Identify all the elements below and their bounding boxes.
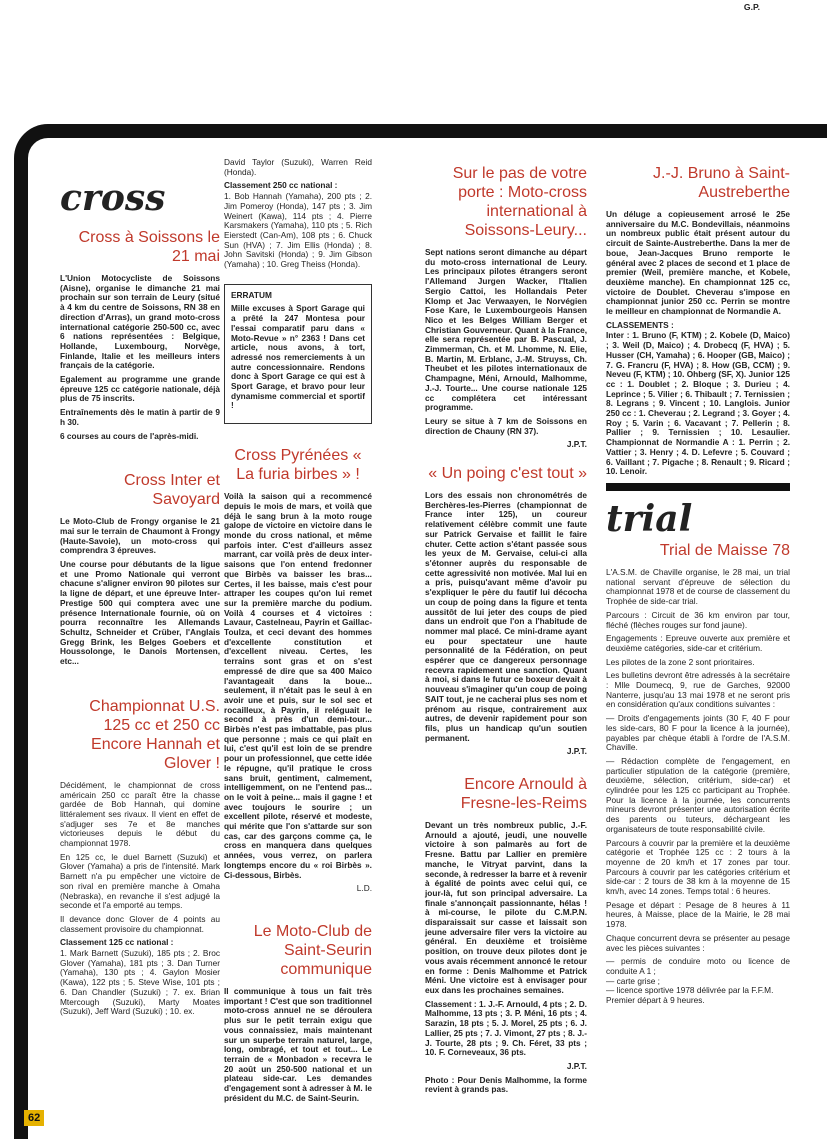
page-number: 62 xyxy=(24,1110,44,1126)
paragraph: Entraînements dès le matin à partir de 9 h 30. xyxy=(60,407,220,427)
article-title-sur-le-pas: Sur le pas de votre porte : Moto-cross international à Soissons-Leury... xyxy=(452,165,587,239)
section-divider-band xyxy=(606,483,790,491)
paragraph: Classement : 1. J.-F. Arnould, 4 pts ; 2. D. Malhomme, 13 pts ; 3. P. Méni, 16 pts ; 4. Sarazin, 18 pts ; 5. J. Morel, 25 pts ; 6. J. Lallier, 25 pts ; 7. J. Vimont, 27 pts ; 8. J.-J. Tourte, 28 pts ; 9. Ch. Féret, 33 pts ; 10. F. Corneveaux, 36 pts. xyxy=(425,998,587,1058)
paragraph: Un déluge a copieusement arrosé le 25e anniversaire du M.C. Bondevillais, néanmoins un nombreux public était présent autour du circuit de Sainte-Austreberthe. Dans la mer de boue, Jean-Jacques Bruno remporte le général avec 2 places de second et 1 place de premier (Weil, première manche, et Kobele, deuxième manche). En championnat 125 cc, victoire de Doublet. Cheverau s'impose en championnat junior 250 cc. Perrin se montre le meilleur en championnat de Normandie A. xyxy=(606,209,790,317)
paragraph: — carte grise ; xyxy=(606,975,660,986)
article-title-championnat-us: Championnat U.S. 125 cc et 250 cc Encore Hannah et Glover ! xyxy=(89,697,220,772)
paragraph: Voilà la saison qui a recommencé depuis le mois de mars, et voilà que déjà le sang brun à la moto rouge galope de victoire en victoire dans le monde du cross national, et même parfois inter. C'est d'ailleurs assez marrant, car voilà près de deux inter-saisons que l'on entend fredonner que Birbès va baisser les bras... Certes, il les baisse, mais c'est pour attraper les coupes qu'on lui remet sur la première marche du podium. Voilà 4 courses et 4 victoires : Lavaur, Castelneau, Payrin et Gaillac-Toulza, et ceci devant des hommes d'excellente constitution et d'excellent niveau. Certes, les terrains sont gras et on s'est empressé de dire que sa 400 Maico l'avantageait dans la boue... seulement, il n'était pas le seul à en avoir une et puis, sur le sol sec et rocailleux, à Payrin, il reléguait le second à près d'un demi-tour... Birbès n'est pas imbattable, pas plus que personne ; mais ce qui plaît en lui, c'est qu'il est loin de se prendre pour un professionnel, que cette idée le répugne, qu'il pratique le cross sans bruit, gentiment, calmement, intelligemment, on ne l'entend pas... on le voit à peine... mais il gagne ! et avec toujours le sourire ; un excellent pilote, réservé et modeste, qui mérite que l'on s'attarde sur son cas, car des garçons comme ça, le cross en manquera dans quelques années, vous verrez, on parlera longtemps encore du « roi Birbès ». Ci-dessous, Birbès. xyxy=(224,491,372,880)
paragraph: Les bulletins devront être adressés à la secrétaire : Mlle Doumecq, 9, rue de Garches, 92000 Nanterre, jusqu'au 13 mai 1978 et ne seront pris en considération qu'aux conditions suivantes : xyxy=(606,670,790,710)
paragraph: Une course pour débutants de la ligue et une Promo Nationale qui verront chacune s'aligner environ 90 pilotes sur la ligne de départ, et une épreuve Inter-Prestige 500 qui comptera avec une présence Internationale fournie, où on pourra reconnaître les Allemands Schultz, Schneider et Crüber, l'Anglais Gregg Brink, les Belges Goebers et Houssolonge, le Danois Mortensen, etc... xyxy=(60,559,220,667)
photo-caption: Photo : Pour Denis Malhomme, la forme revient à grands pas. xyxy=(425,1074,587,1095)
signature: J.P.T. xyxy=(566,1060,587,1071)
erratum-text: Mille excuses à Sport Garage qui a prêté la 247 Montesa pour l'essai comparatif paru dans « Moto-Revue » n° 2363 ! Dans cet article, nous avons, à tort, adressé nos remerciements à un autre concessionnaire. Rendons donc à Sport Garage ce qui est à Sport Garage, et bravo pour leur dynamisme commercial et sportif ! xyxy=(231,303,365,411)
paragraph: Premier départ à 9 heures. xyxy=(606,995,705,1006)
article-title-cross-soissons: Cross à Soissons le 21 mai xyxy=(78,229,220,265)
section-cross: cross xyxy=(60,177,166,219)
paragraph: Engagements : Epreuve ouverte aux première et deuxième catégories, side-car et critérium. xyxy=(606,633,790,653)
column-1 xyxy=(60,158,220,1021)
column-4 xyxy=(606,158,790,1010)
ranking-list: 1. Bob Hannah (Yamaha), 200 pts ; 2. Jim Pomeroy (Honda), 147 pts ; 3. Jim Weinert (Kawa), 114 pts ; 4. Pierre Karsmakers (Yamaha), 110 pts ; 5. Rich Eierstedt (Can-Am), 108 pts ; 6. Chuck Sun (HVA) ; 7. Jim Ellis (Honda) ; 8. John Savitski (Honda) ; 9. Jim Gibson (Yamaha) ; 10. Greg Theiss (Honda). xyxy=(224,191,372,270)
article-title-saint-seurin: Le Moto-Club de Saint-Seurin communique xyxy=(253,923,372,978)
section-trial: trial xyxy=(606,497,693,540)
paragraph: L'A.S.M. de Chaville organise, le 28 mai, un trial national servant d'épreuve de sélection du championnat 1978 et de course de classement du Trophée de side-car trial. xyxy=(606,566,790,607)
signature: J.P.T. xyxy=(566,746,587,757)
paragraph: Egalement au programme une grande épreuve 125 cc catégorie nationale, déjà plus de 75 inscrits. xyxy=(60,374,220,404)
signature: L.D. xyxy=(356,883,372,894)
paragraph: Il devance donc Glover de 4 points au classement provisoire du championnat. xyxy=(60,913,220,934)
erratum-box xyxy=(224,284,372,424)
paragraph: David Taylor (Suzuki), Warren Reid (Honda). xyxy=(224,157,372,177)
signature: J.P.T. xyxy=(566,439,587,450)
paragraph: L'Union Motocycliste de Soissons (Aisne), organise le dimanche 21 mai prochain sur son terrain de Leury (situé à 4 km du centre de Soissons, RN 38 en direction d'Arras), un grand moto-cross international catégorie 250-500 cc, avec 6 nations représentées : Belgique, Hollande, Luxembourg, Norvège, Finlande, Italie et les meilleurs inters français de la catégorie. xyxy=(60,273,220,371)
paragraph: Le Moto-Club de Frongy organise le 21 mai sur le terrain de Chaumont à Frongy (Haute-Savoie), un moto-cross qui comprendra 3 épreuves. xyxy=(60,516,220,556)
paragraph: Pesage et départ : Pesage de 8 heures à 11 heures, à Maisse, place de la Mairie, le 28 mai 1978. xyxy=(606,899,790,930)
column-3 xyxy=(425,158,587,1099)
previous-article-tail xyxy=(0,0,827,120)
article-title-cross-inter: Cross Inter et Savoyard xyxy=(123,472,220,509)
article-title-un-poing: « Un poing c'est tout » xyxy=(428,465,587,483)
article-title-trial-maisse: Trial de Maisse 78 xyxy=(659,541,790,559)
paragraph: 6 courses au cours de l'après-midi. xyxy=(60,430,199,441)
paragraph: Sept nations seront dimanche au départ du moto-cross international de Leury. Les principaux pilotes étrangers seront l'Allemand Jurgen Wacker, l'Italien Sergio Cattoi, les Hollandais Peter Klomp et Jac Verwaayen, le Norvégien Fose Kare, le Luxembourgeois Hansen Nico et les Belges William Berger et Christian Gouverneur. Quant à la France, elle sera représentée par B. Pascual, J. Zimmerman, Ch. et M. Lhomme, N. Elie, B. Martin, M. Erblanc, J.-M. Struyss, Ch. Theubet et les pilotes internationaux de Champagne, Méni, Arnould, Malhomme, J.-J. Tourte... Une course nationale 125 cc complétera cet intéressant programme. xyxy=(425,247,587,413)
paragraph: Devant un très nombreux public, J.-F. Arnould a ajouté, jeudi, une nouvelle victoire à son palmarès au fort de Fresne. Battu par Lallier en première manche, le Vitryat parvint, dans la seconde, à redresser la barre et à revenir à égalité de points avec celui qui, ce jour-là, fut son principal adversaire. La finale s'annonçait passionnante, hélas ! à mi-course, le pilote du C.M.P.N. disparaissait sur casse et laissait son jeune adversaire filer vers la victoire au général. En deuxième et troisième position, on trouve deux pilotes dont je vous avais récemment annoncé le retour en forme : Denis Malhomme et Patrick Méni. Une victoire est à envisager pour eux dans les prochaines semaines. xyxy=(425,820,587,995)
ranking-title: Classement 125 cc national : xyxy=(60,937,174,948)
paragraph: Décidément, le championnat de cross américain 250 cc paraît être la chasse gardée de Bob Hannah, qui domine littéralement ses rivaux. Il vient en effet de s'adjuger ses 7e et 8e manches victorieuses depuis le début du championnat 1978. xyxy=(60,779,220,849)
article-title-cross-pyrenees: Cross Pyrénées « La furia birbes » ! xyxy=(234,447,362,484)
paragraph: Leury se situe à 7 km de Soissons en direction de Chauny (RN 37). xyxy=(425,415,587,436)
paragraph: — Droits d'engagements joints (30 F, 40 F pour les side-cars, 80 F pour la licence à la journée), payables par chèque établi à l'ordre de l'A.S.M. Chaville. xyxy=(606,713,790,753)
erratum-title: ERRATUM xyxy=(231,289,272,300)
ranking-title: Classement 250 cc national : xyxy=(224,180,338,191)
paragraph: — licence sportive 1978 délivrée par la F.F.M. xyxy=(606,985,774,996)
article-title-bruno: J.-J. Bruno à Saint-Austreberthe xyxy=(653,165,790,201)
paragraph: Parcours : Circuit de 36 km environ par tour, fléché (flèches rouges sur fond jaune). xyxy=(606,609,790,630)
paragraph: En 125 cc, le duel Barnett (Suzuki) et Glover (Yamaha) a pris de l'intensité. Mark Barnett n'a pu empêcher une victoire de son rival en première manche à Omaha (Nebraska), en revanche il s'est adjugé la seconde et l'a emporté au temps. xyxy=(60,851,220,911)
ranking-list: 1. Mark Barnett (Suzuki), 185 pts ; 2. Broc Glover (Yamaha), 181 pts ; 3. Dan Turner (Yamaha), 130 pts ; 4. Gaylon Mosier (Kawa), 122 pts ; 5. Steve Wise, 101 pts ; 6. Dan Chandler (Suzuki) ; 7. ex. Brian Mtercough (Suzuki), Marty Moates (Suzuki), Jeff Ward (Suzuki) ; 10. ex. xyxy=(60,948,220,1017)
paragraph: Chaque concurrent devra se présenter au pesage avec les pièces suivantes : xyxy=(606,932,790,953)
paragraph: — Rédaction complète de l'engagement, en particulier stipulation de la catégorie (première, deuxième, sélection, critérium, side-car) et cylindrée pour les 125 cc participant au Trophée. Pour la licence à la journée, les concurrents mineurs devront présenter une autorisation écrite des parents ou tuteurs, déchargeant les organisateurs de toute responsabilité civile. xyxy=(606,755,790,834)
paragraph: Il communique à tous un fait très important ! C'est que son traditionnel moto-cross annuel ne se déroulera plus sur le petit terrain exigu que vous connaissiez, mais maintenant sur un superbe terrain naturel, large, long, ombragé, et tout et tout... Le terrain de « Monbadon » recevra le 20 août un 250-500 national et un plateau side-car. Les demandes d'engagement sont à adresser à M. le président du M.C. de Saint-Seurin. xyxy=(224,986,372,1103)
paragraph: Lors des essais non chronométrés de Berchères-les-Pierres (championnat de France inter 125), un coureur relativement célèbre commit une faute sur Patrick Gervaise et faillit le faire chuter. Cette action s'étant passée sous les yeux de M. Gervaise, celui-ci alla s'étonner auprès du responsable de cette agressivité non motivée. Mal lui en a pris, puisqu'avant même d'avoir pu s'expliquer le père du fautif lui décocha un coup de poing dans la figure et tenta aussitôt de lui jeter des coups de pied dans un endroit que l'on a l'habitude de nommer mal placé. Ce mini-drame ayant eu pour spectateur une haute personnalité de la Fédération, on peut espérer que ce dangereux personnage recevra rapidement une sanction. Quant à moi, si dans le futur ce boxeur devait à nouveau s'imaginer qu'un coup de poing SAIT tout, je ne cacherai plus ses nom et prénom au risque, contrairement aux autres, de devenir rapidement pour son fils, plus un handicap qu'un soutien permanent. xyxy=(425,490,587,743)
paragraph: Parcours à couvrir par la première et la deuxième catégorie et Trophée 125 cc : 2 tours à la moyenne de 20 km/h et 17 zones par tour. Parcours à couvrir par les catégories critérium et side-car : 2 tours de 38 km à la moyenne de 15 km/h, avec 14 zones. Temps total : 6 heures. xyxy=(606,837,790,897)
ranking-title: CLASSEMENTS : xyxy=(606,319,674,330)
column-2 xyxy=(224,158,372,1107)
article-title-encore-arnould: Encore Arnould à Fresne-les-Reims xyxy=(460,776,587,813)
paragraph: — permis de conduire moto ou licence de conduite A 1 ; xyxy=(606,956,790,976)
paragraph: Les pilotes de la zone 2 sont prioritaires. xyxy=(606,656,755,667)
previous-article-signature: G.P. xyxy=(743,2,760,12)
ranking-list: Inter : 1. Bruno (F, KTM) ; 2. Kobele (D, Maico) ; 3. Weil (D, Maico) ; 4. Drobecq (F, HVA) ; 5. Husser (CH, Yamaha) ; 6. Hooper (GB, Maico) ; 7. G. Francru (F, HVA) ; 8. How (GB, CCM) ; 9. Neveu (F, KTM) ; 10. Ohberg (SF, X). Junior 125 cc : 1. Doublet ; 2. Bloque ; 3. Durieu ; 4. Leprince ; 5. Vilier ; 6. Thibault ; 7. Ternissien ; 8. Legrans ; 9. Vincent ; 10. Langlois. Junior 250 cc : 1. Cheverau ; 2. Legrand ; 3. Goyer ; 4. Roy ; 5. Varin ; 6. Vacavant ; 7. Pellerin ; 8. Pallier ; 9. Ternissien ; 10. Lesaulier. Championnat de Normandie A : 1. Perrin ; 2. Vattier ; 3. Henry ; 4. D. Lefevre ; 5. Couvard ; 6. Vaillant ; 7. Pigache ; 8. Renault ; 9. Ricard ; 10. Lenoir. xyxy=(606,330,790,477)
